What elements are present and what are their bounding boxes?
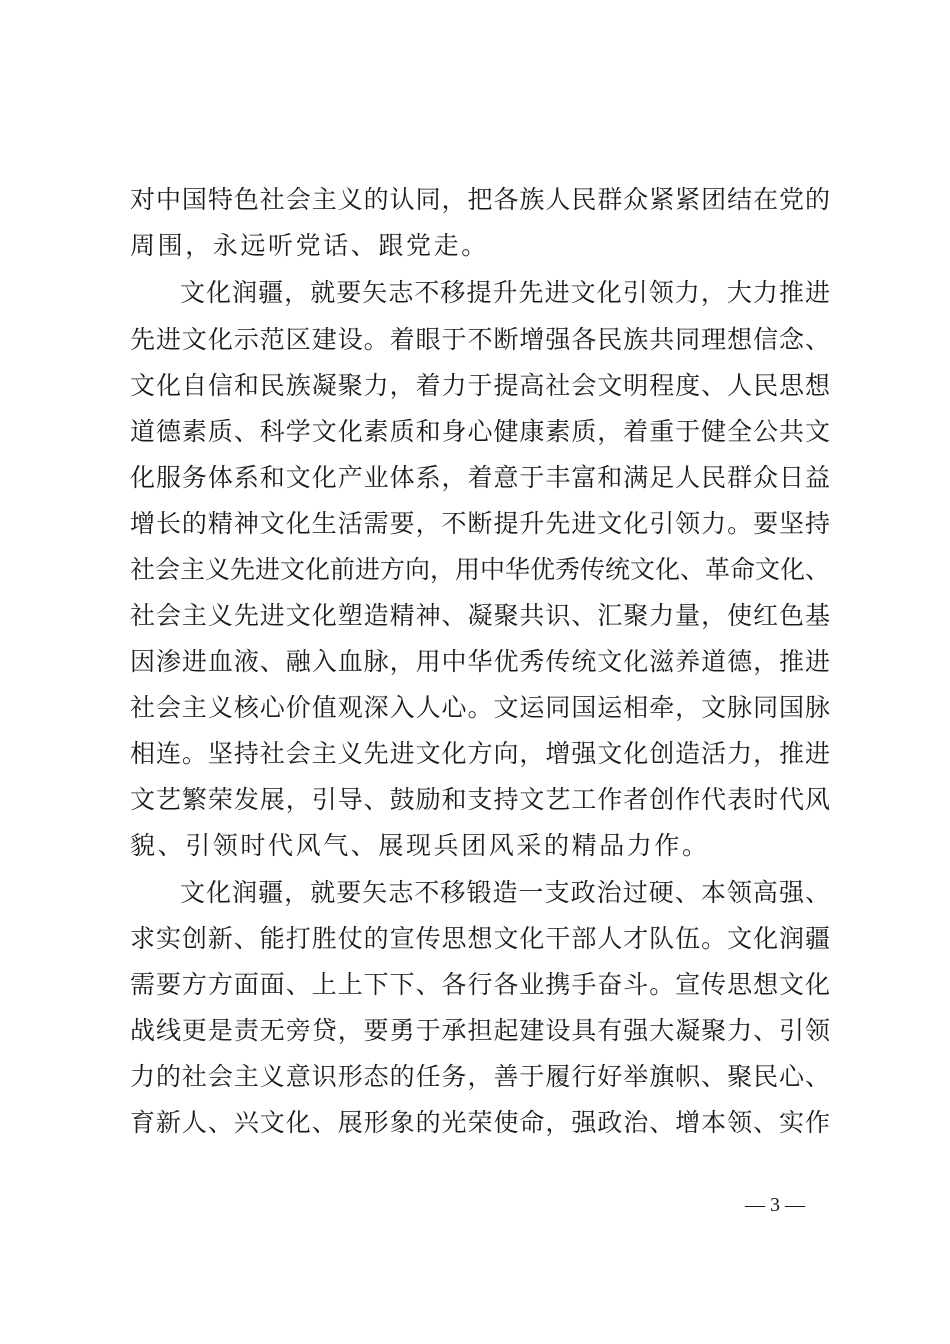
text-line: 社会主义先进文化塑造精神、凝聚共识、汇聚力量，使红色基	[130, 601, 830, 630]
text-line: 增长的精神文化生活需要，不断提升先进文化引领力。要坚持	[130, 509, 830, 538]
text-line: 先进文化示范区建设。着眼于不断增强各民族共同理想信念、	[130, 325, 830, 354]
text-line: 育新人、兴文化、展形象的光荣使命，强政治、增本领、实作	[130, 1108, 830, 1137]
paragraph-first-line: 文化润疆，就要矢志不移锻造一支政治过硬、本领高强、	[180, 878, 830, 907]
text-line: 周围，永远听党话、跟党走。	[130, 231, 489, 260]
text-line: 道德素质、科学文化素质和身心健康素质，着重于健全公共文	[130, 417, 830, 446]
text-line: 因渗进血液、融入血脉，用中华优秀传统文化滋养道德，推进	[130, 647, 830, 676]
text-line: 社会主义先进文化前进方向，用中华优秀传统文化、革命文化、	[130, 555, 830, 584]
text-line: 对中国特色社会主义的认同，把各族人民群众紧紧团结在党的	[130, 185, 830, 214]
text-line: 文艺繁荣发展，引导、鼓励和支持文艺工作者创作代表时代风	[130, 785, 830, 814]
page-number: — 3 —	[745, 1194, 805, 1216]
text-line: 需要方方面面、上上下下、各行各业携手奋斗。宣传思想文化	[130, 970, 830, 999]
text-line: 战线更是责无旁贷，要勇于承担起建设具有强大凝聚力、引领	[130, 1016, 830, 1045]
text-line: 文化自信和民族凝聚力，着力于提高社会文明程度、人民思想	[130, 371, 830, 400]
paragraph-first-line: 文化润疆，就要矢志不移提升先进文化引领力，大力推进	[180, 278, 830, 307]
text-line: 求实创新、能打胜仗的宣传思想文化干部人才队伍。文化润疆	[130, 924, 830, 953]
text-line: 社会主义核心价值观深入人心。文运同国运相牵，文脉同国脉	[130, 693, 830, 722]
text-line: 化服务体系和文化产业体系，着意于丰富和满足人民群众日益	[130, 463, 830, 492]
text-line: 力的社会主义意识形态的任务，善于履行好举旗帜、聚民心、	[130, 1062, 830, 1091]
text-line: 貌、引领时代风气、展现兵团风采的精品力作。	[130, 831, 710, 860]
text-line: 相连。坚持社会主义先进文化方向，增强文化创造活力，推进	[130, 739, 830, 768]
